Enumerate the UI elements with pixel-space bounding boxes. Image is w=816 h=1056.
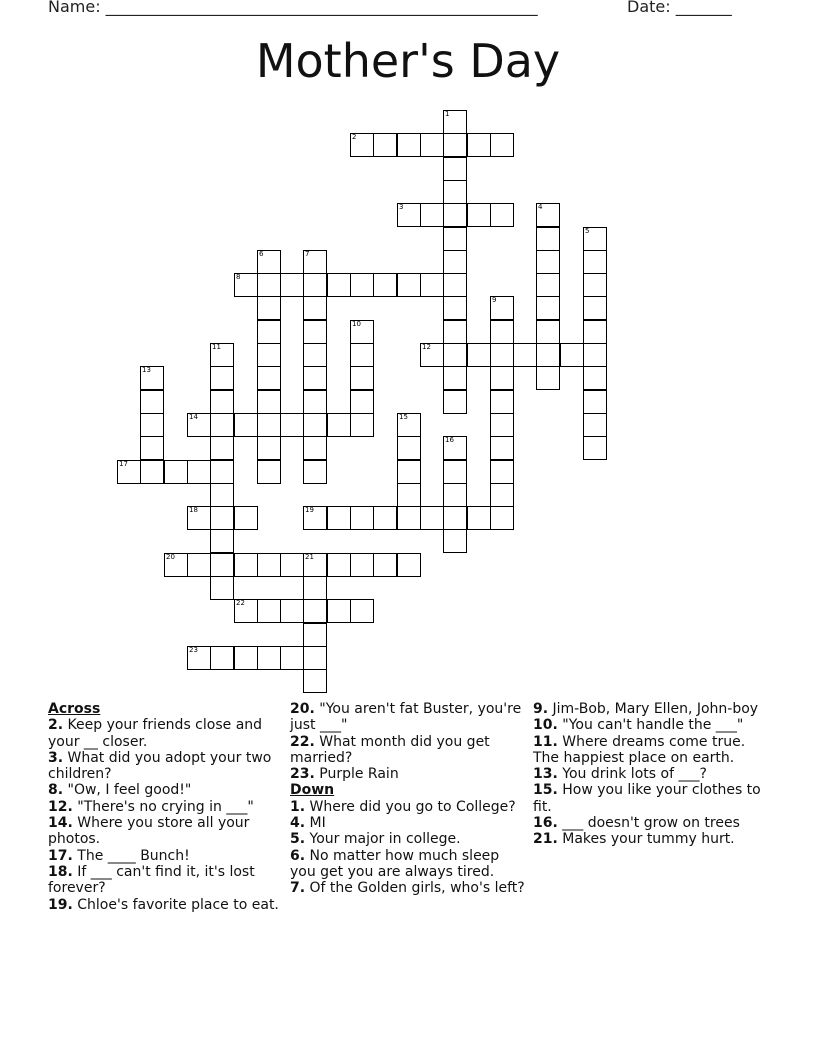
clue-down-16: 16. ___ doesn't grow on trees bbox=[533, 815, 740, 832]
clue-number: 15 bbox=[399, 413, 408, 421]
grid-cell[interactable] bbox=[443, 296, 467, 320]
clue-column-3 bbox=[533, 701, 768, 848]
clue-number: 20 bbox=[166, 553, 175, 561]
grid-cell[interactable] bbox=[467, 133, 491, 157]
grid-cell[interactable] bbox=[350, 390, 374, 414]
grid-cell[interactable] bbox=[187, 506, 211, 530]
clue-across-8: 8. "Ow, I feel good!" bbox=[48, 782, 192, 799]
grid-cell[interactable] bbox=[350, 320, 374, 344]
clue-number: 12 bbox=[422, 343, 431, 351]
grid-cell[interactable] bbox=[350, 599, 374, 623]
grid-cell[interactable] bbox=[583, 227, 607, 251]
grid-cell[interactable] bbox=[443, 110, 467, 134]
grid-cell[interactable] bbox=[210, 390, 234, 414]
grid-cell[interactable] bbox=[303, 273, 327, 297]
grid-cell[interactable] bbox=[443, 157, 467, 181]
clue-across-2: 2. Keep your friends close and your __ closer. bbox=[48, 717, 263, 750]
grid-cell[interactable] bbox=[303, 553, 327, 577]
grid-cell[interactable] bbox=[397, 273, 421, 297]
grid-cell[interactable] bbox=[536, 343, 560, 367]
grid-cell[interactable] bbox=[234, 506, 258, 530]
clue-number: 4 bbox=[538, 203, 543, 211]
grid-cell[interactable] bbox=[117, 460, 141, 484]
grid-cell[interactable] bbox=[490, 296, 514, 320]
clue-down-7: 7. Of the Golden girls, who's left? bbox=[290, 880, 525, 897]
clue-across-22: 22. What month did you get married? bbox=[290, 733, 490, 766]
grid-cell[interactable] bbox=[257, 646, 281, 670]
clue-down-10: 10. "You can't handle the ___" bbox=[533, 717, 744, 734]
grid-cell[interactable] bbox=[397, 483, 421, 507]
grid-cell[interactable] bbox=[327, 553, 351, 577]
clue-number: 7 bbox=[305, 250, 310, 258]
clue-number: 17 bbox=[119, 460, 128, 468]
grid-cell[interactable] bbox=[443, 320, 467, 344]
clue-number: 8 bbox=[236, 273, 241, 281]
grid-cell[interactable] bbox=[490, 506, 514, 530]
grid-cell[interactable] bbox=[140, 366, 164, 390]
grid-cell[interactable] bbox=[443, 436, 467, 460]
grid-cell[interactable] bbox=[303, 460, 327, 484]
grid-cell[interactable] bbox=[420, 133, 444, 157]
grid-cell[interactable] bbox=[397, 133, 421, 157]
grid-cell[interactable] bbox=[210, 576, 234, 600]
grid-cell[interactable] bbox=[187, 460, 211, 484]
grid-cell[interactable] bbox=[397, 436, 421, 460]
grid-cell[interactable] bbox=[210, 553, 234, 577]
grid-cell[interactable] bbox=[536, 296, 560, 320]
clue-number: 16 bbox=[445, 436, 454, 444]
grid-cell[interactable] bbox=[234, 273, 258, 297]
grid-cell[interactable] bbox=[443, 390, 467, 414]
grid-cell[interactable] bbox=[257, 599, 281, 623]
clue-number: 13 bbox=[142, 366, 151, 374]
grid-cell[interactable] bbox=[443, 273, 467, 297]
grid-cell[interactable] bbox=[350, 553, 374, 577]
grid-cell[interactable] bbox=[327, 599, 351, 623]
grid-cell[interactable] bbox=[210, 460, 234, 484]
grid-cell[interactable] bbox=[164, 553, 188, 577]
grid-cell[interactable] bbox=[234, 599, 258, 623]
grid-cell[interactable] bbox=[140, 460, 164, 484]
grid-cell[interactable] bbox=[583, 436, 607, 460]
grid-cell[interactable] bbox=[536, 273, 560, 297]
clue-across-14: 14. Where you store all your photos. bbox=[48, 815, 250, 848]
clue-down-6: 6. No matter how much sleep you get you are always tired. bbox=[290, 847, 500, 880]
grid-cell[interactable] bbox=[536, 320, 560, 344]
clue-across-20: 20. "You aren't fat Buster, you're just ___" bbox=[290, 701, 522, 734]
grid-cell[interactable] bbox=[210, 529, 234, 553]
grid-cell[interactable] bbox=[373, 133, 397, 157]
grid-cell[interactable] bbox=[490, 390, 514, 414]
clue-number: 22 bbox=[236, 599, 245, 607]
grid-cell[interactable] bbox=[490, 320, 514, 344]
clue-number: 11 bbox=[212, 343, 221, 351]
grid-cell[interactable] bbox=[234, 646, 258, 670]
grid-cell[interactable] bbox=[490, 343, 514, 367]
grid-cell[interactable] bbox=[350, 366, 374, 390]
grid-cell[interactable] bbox=[303, 436, 327, 460]
clue-number: 19 bbox=[305, 506, 314, 514]
grid-cell[interactable] bbox=[443, 460, 467, 484]
grid-cell[interactable] bbox=[467, 343, 491, 367]
grid-cell[interactable] bbox=[303, 623, 327, 647]
clue-down-1: 1. Where did you go to College? bbox=[290, 798, 516, 815]
grid-cell[interactable] bbox=[210, 646, 234, 670]
grid-cell[interactable] bbox=[443, 506, 467, 530]
grid-cell[interactable] bbox=[443, 227, 467, 251]
clue-across-3: 3. What did you adopt your two children? bbox=[48, 749, 272, 783]
grid-cell[interactable] bbox=[420, 343, 444, 367]
name-field-label[interactable]: Name: ______________________________________________________ bbox=[48, 0, 538, 16]
grid-cell[interactable] bbox=[513, 343, 537, 367]
grid-cell[interactable] bbox=[140, 390, 164, 414]
grid-cell[interactable] bbox=[443, 343, 467, 367]
clue-down-15: 15. How you like your clothes to fit. bbox=[533, 782, 761, 815]
grid-cell[interactable] bbox=[303, 390, 327, 414]
grid-cell[interactable] bbox=[583, 390, 607, 414]
grid-cell[interactable] bbox=[397, 553, 421, 577]
grid-cell[interactable] bbox=[280, 413, 304, 437]
grid-cell[interactable] bbox=[443, 203, 467, 227]
grid-cell[interactable] bbox=[303, 413, 327, 437]
grid-cell[interactable] bbox=[257, 250, 281, 274]
clue-number: 6 bbox=[259, 250, 264, 258]
grid-cell[interactable] bbox=[443, 180, 467, 204]
clue-number: 9 bbox=[492, 296, 497, 304]
clue-column-1 bbox=[48, 701, 283, 913]
grid-cell[interactable] bbox=[490, 483, 514, 507]
clue-across-12: 12. "There's no crying in ___" bbox=[48, 798, 254, 815]
grid-cell[interactable] bbox=[490, 460, 514, 484]
clue-number: 3 bbox=[399, 203, 404, 211]
clue-number: 21 bbox=[305, 553, 314, 561]
grid-cell[interactable] bbox=[327, 413, 351, 437]
grid-cell[interactable] bbox=[536, 250, 560, 274]
clue-down-13: 13. You drink lots of ___? bbox=[533, 766, 707, 783]
grid-cell[interactable] bbox=[187, 646, 211, 670]
clue-down-9: 9. Jim-Bob, Mary Ellen, John-boy bbox=[533, 701, 759, 717]
grid-cell[interactable] bbox=[350, 413, 374, 437]
grid-cell[interactable] bbox=[257, 320, 281, 344]
grid-cell[interactable] bbox=[420, 506, 444, 530]
grid-cell[interactable] bbox=[303, 646, 327, 670]
grid-cell[interactable] bbox=[164, 460, 188, 484]
grid-cell[interactable] bbox=[536, 227, 560, 251]
grid-cell[interactable] bbox=[303, 250, 327, 274]
grid-cell[interactable] bbox=[443, 529, 467, 553]
grid-cell[interactable] bbox=[280, 646, 304, 670]
grid-cell[interactable] bbox=[350, 273, 374, 297]
grid-cell[interactable] bbox=[443, 133, 467, 157]
grid-cell[interactable] bbox=[210, 436, 234, 460]
clue-across-18: 18. If ___ can't find it, it's lost forever? bbox=[48, 863, 255, 897]
clue-number: 2 bbox=[352, 133, 357, 141]
grid-cell[interactable] bbox=[583, 273, 607, 297]
grid-cell[interactable] bbox=[210, 506, 234, 530]
grid-cell[interactable] bbox=[210, 366, 234, 390]
grid-cell[interactable] bbox=[210, 413, 234, 437]
clue-number: 23 bbox=[189, 646, 198, 654]
clue-down-5: 5. Your major in college. bbox=[290, 831, 461, 848]
grid-cell[interactable] bbox=[303, 320, 327, 344]
grid-cell[interactable] bbox=[280, 273, 304, 297]
grid-cell[interactable] bbox=[397, 413, 421, 437]
grid-cell[interactable] bbox=[583, 343, 607, 367]
grid-cell[interactable] bbox=[257, 436, 281, 460]
clue-down-21: 21. Makes your tummy hurt. bbox=[533, 831, 735, 848]
grid-cell[interactable] bbox=[397, 460, 421, 484]
grid-cell[interactable] bbox=[210, 343, 234, 367]
clue-number: 10 bbox=[352, 320, 361, 328]
grid-cell[interactable] bbox=[490, 133, 514, 157]
grid-cell[interactable] bbox=[257, 343, 281, 367]
clue-across-23: 23. Purple Rain bbox=[290, 766, 399, 783]
grid-cell[interactable] bbox=[536, 366, 560, 390]
grid-cell[interactable] bbox=[303, 296, 327, 320]
grid-cell[interactable] bbox=[327, 506, 351, 530]
grid-cell[interactable] bbox=[303, 599, 327, 623]
grid-cell[interactable] bbox=[303, 669, 327, 693]
grid-cell[interactable] bbox=[560, 343, 584, 367]
clue-number: 1 bbox=[445, 110, 450, 118]
grid-cell[interactable] bbox=[467, 203, 491, 227]
grid-cell[interactable] bbox=[490, 436, 514, 460]
grid-cell[interactable] bbox=[257, 296, 281, 320]
grid-cell[interactable] bbox=[373, 506, 397, 530]
grid-cell[interactable] bbox=[467, 506, 491, 530]
clue-number: 14 bbox=[189, 413, 198, 421]
clue-number: 18 bbox=[189, 506, 198, 514]
down-heading: Down bbox=[290, 782, 335, 799]
date-field-label[interactable]: Date: _______ bbox=[627, 0, 732, 16]
grid-cell[interactable] bbox=[303, 366, 327, 390]
grid-cell[interactable] bbox=[257, 413, 281, 437]
grid-cell[interactable] bbox=[583, 320, 607, 344]
clue-down-4: 4. MI bbox=[290, 815, 326, 832]
grid-cell[interactable] bbox=[536, 203, 560, 227]
grid-cell[interactable] bbox=[257, 553, 281, 577]
grid-cell[interactable] bbox=[257, 390, 281, 414]
clue-down-11: 11. Where dreams come true. The happiest place on earth. bbox=[533, 733, 746, 766]
grid-cell[interactable] bbox=[583, 413, 607, 437]
grid-cell[interactable] bbox=[210, 483, 234, 507]
grid-cell[interactable] bbox=[583, 250, 607, 274]
grid-cell[interactable] bbox=[327, 273, 351, 297]
grid-cell[interactable] bbox=[397, 203, 421, 227]
grid-cell[interactable] bbox=[350, 133, 374, 157]
grid-cell[interactable] bbox=[187, 553, 211, 577]
grid-cell[interactable] bbox=[373, 553, 397, 577]
page-title: Mother's Day bbox=[255, 34, 561, 88]
grid-cell[interactable] bbox=[234, 553, 258, 577]
grid-cell[interactable] bbox=[420, 203, 444, 227]
grid-cell[interactable] bbox=[140, 413, 164, 437]
grid-cell[interactable] bbox=[303, 576, 327, 600]
grid-cell[interactable] bbox=[350, 343, 374, 367]
grid-cell[interactable] bbox=[350, 506, 374, 530]
grid-cell[interactable] bbox=[280, 599, 304, 623]
grid-cell[interactable] bbox=[257, 460, 281, 484]
grid-cell[interactable] bbox=[443, 250, 467, 274]
grid-cell[interactable] bbox=[257, 366, 281, 390]
grid-cell[interactable] bbox=[373, 273, 397, 297]
grid-cell[interactable] bbox=[443, 483, 467, 507]
grid-cell[interactable] bbox=[583, 366, 607, 390]
clue-across-17: 17. The ____ Bunch! bbox=[48, 847, 190, 864]
grid-cell[interactable] bbox=[280, 553, 304, 577]
grid-cell[interactable] bbox=[257, 273, 281, 297]
grid-cell[interactable] bbox=[583, 296, 607, 320]
grid-cell[interactable] bbox=[187, 413, 211, 437]
clue-across-19: 19. Chloe's favorite place to eat. bbox=[48, 896, 279, 913]
grid-cell[interactable] bbox=[490, 366, 514, 390]
clue-number: 5 bbox=[585, 227, 590, 235]
grid-cell[interactable] bbox=[303, 343, 327, 367]
clue-column-2 bbox=[290, 701, 525, 897]
grid-cell[interactable] bbox=[234, 413, 258, 437]
across-heading: Across bbox=[48, 701, 101, 717]
grid-cell[interactable] bbox=[420, 273, 444, 297]
grid-cell[interactable] bbox=[397, 506, 421, 530]
grid-cell[interactable] bbox=[443, 366, 467, 390]
grid-cell[interactable] bbox=[303, 506, 327, 530]
grid-cell[interactable] bbox=[140, 436, 164, 460]
grid-cell[interactable] bbox=[490, 413, 514, 437]
grid-cell[interactable] bbox=[490, 203, 514, 227]
